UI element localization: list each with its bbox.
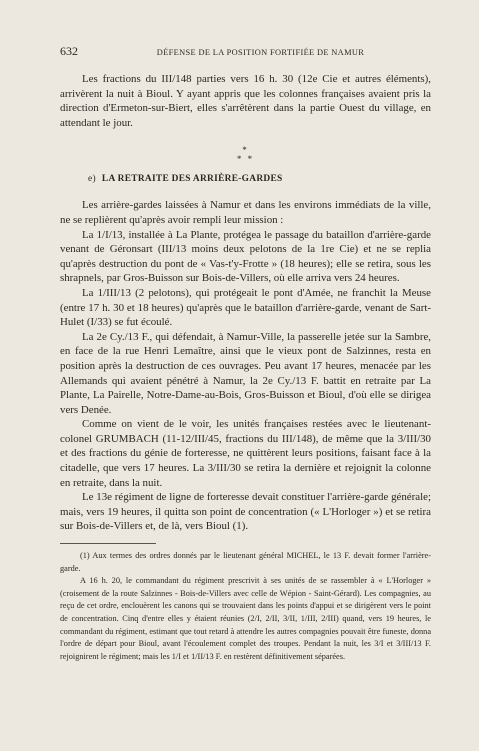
body-paragraph: La 2e Cy./13 F., qui défendait, à Namur-Ville, la passerelle jetée sur la Sambre, en face de la rue Henri Lemaître, ainsi que le vieux pont de Salzinnes, resta en position après la destruction de ces ouvrages. Peu avant 17 heures, menacée par les Allemands qui avaient pénétré à Namur, la 2e Cy./13 F. battit en retraite par La Plante, La Pairelle, Notre-Dame-au-Bois, Gros-Buisson et Bioul, d'où elle se dirigea vers Denée. bbox=[60, 330, 431, 416]
separator-star-top: * bbox=[242, 145, 249, 156]
separator-stars-bottom: * * bbox=[236, 154, 255, 165]
section-title: LA RETRAITE DES ARRIÈRE-GARDES bbox=[101, 174, 283, 185]
footnote-paragraph: A 16 h. 20, le commandant du régiment prescrivit à ses unités de se rassembler à « L'Horloger » (croisement de la route Salzinnes - Bois-de-Villers avec celle de Wépion - Saint-Gérard). Les compagnies, au reçu de cet ordre, enclouèrent les canons qui se trouvaient dans les points d'appui et se dirigèrent vers le point de concentration. Cinq d'entre elles y étaient réunies (2/I, 2/II, 3/II, 1/III, 2/III) quand, vers 19 heures, le commandant du régiment, estimant que tout retard à attendre les autres compagnies pouvait être funeste, donna l'ordre de départ pour Bioul, avant l'écoulement complet des troupes. Pendant la nuit, les 3/I et 3/III/13 F. rejoignirent le régiment; mais les 1/I et 1/II/13 F. en restèrent définitivement séparées. bbox=[60, 576, 431, 661]
footnote-rule bbox=[60, 543, 156, 544]
body-paragraph: Comme on vient de le voir, les unités françaises restées avec le lieutenant-colonel GRUMBACH (11-12/III/45, fractions du III/148), de même que la 3/III/30 et des fractions du génie de forteresse, ne quittèrent leurs positions, faisant face à la citadelle, que vers 17 heures. La 3/III/30 se retira la dernière et rejoignit la colonne en retraite, dans la nuit. bbox=[60, 418, 431, 489]
body-paragraph: Les arrière-gardes laissées à Namur et dans les environs immédiats de la ville, ne se replièrent qu'après avoir rempli leur mission : bbox=[60, 199, 431, 226]
body-paragraph: Les fractions du III/148 parties vers 16 h. 30 (12e Cie et autres éléments), arrivèrent la nuit à Bioul. Y ayant appris que les colonnes françaises avaient pris la direction d'Ermeton-sur-Biert, elles s'arrêtèrent dans la partie Ouest du village, en attendant le jour. bbox=[60, 73, 431, 129]
page-number: 632 bbox=[60, 44, 78, 58]
footnotes bbox=[60, 550, 431, 663]
body-paragraph: La 1/I/13, installée à La Plante, protégea le passage du bataillon d'arrière-garde venant de Géronsart (III/13 moins deux pelotons de la 1re Cie) et ne se replia qu'après destruction du pont de « Vas-t'y-Frotte » (18 heures); elle se retira, sous les shrapnels, par Gros-Buisson sur Bois-de-Villers, où elle arriva vers 24 heures. bbox=[60, 228, 431, 285]
page-header bbox=[60, 44, 431, 59]
section-separator bbox=[60, 146, 431, 164]
running-title: DÉFENSE DE LA POSITION FORTIFIÉE DE NAMUR bbox=[156, 48, 365, 57]
footnote-paragraph: (1) Aux termes des ordres donnés par le lieutenant général MICHEL, le 13 F. devait former l'arrière-garde. bbox=[60, 551, 431, 573]
body-paragraph: La 1/III/13 (2 pelotons), qui protégeait le pont d'Amée, ne franchit la Meuse (entre 17 h. 30 et 18 heures) qu'après que le bataillon d'arrière-garde, venant de Sart-Hulet (I/33) se fut écoulé. bbox=[60, 286, 431, 329]
body-paragraph: Le 13e régiment de ligne de forteresse devait constituer l'arrière-garde générale; mais, vers 19 heures, il quitta son point de concentration (« L'Horloger ») et se retira sur Bois-de-Villers et, de là, vers Bioul (1). bbox=[60, 491, 431, 533]
section-heading bbox=[60, 174, 431, 184]
section-label: e) bbox=[88, 174, 96, 185]
